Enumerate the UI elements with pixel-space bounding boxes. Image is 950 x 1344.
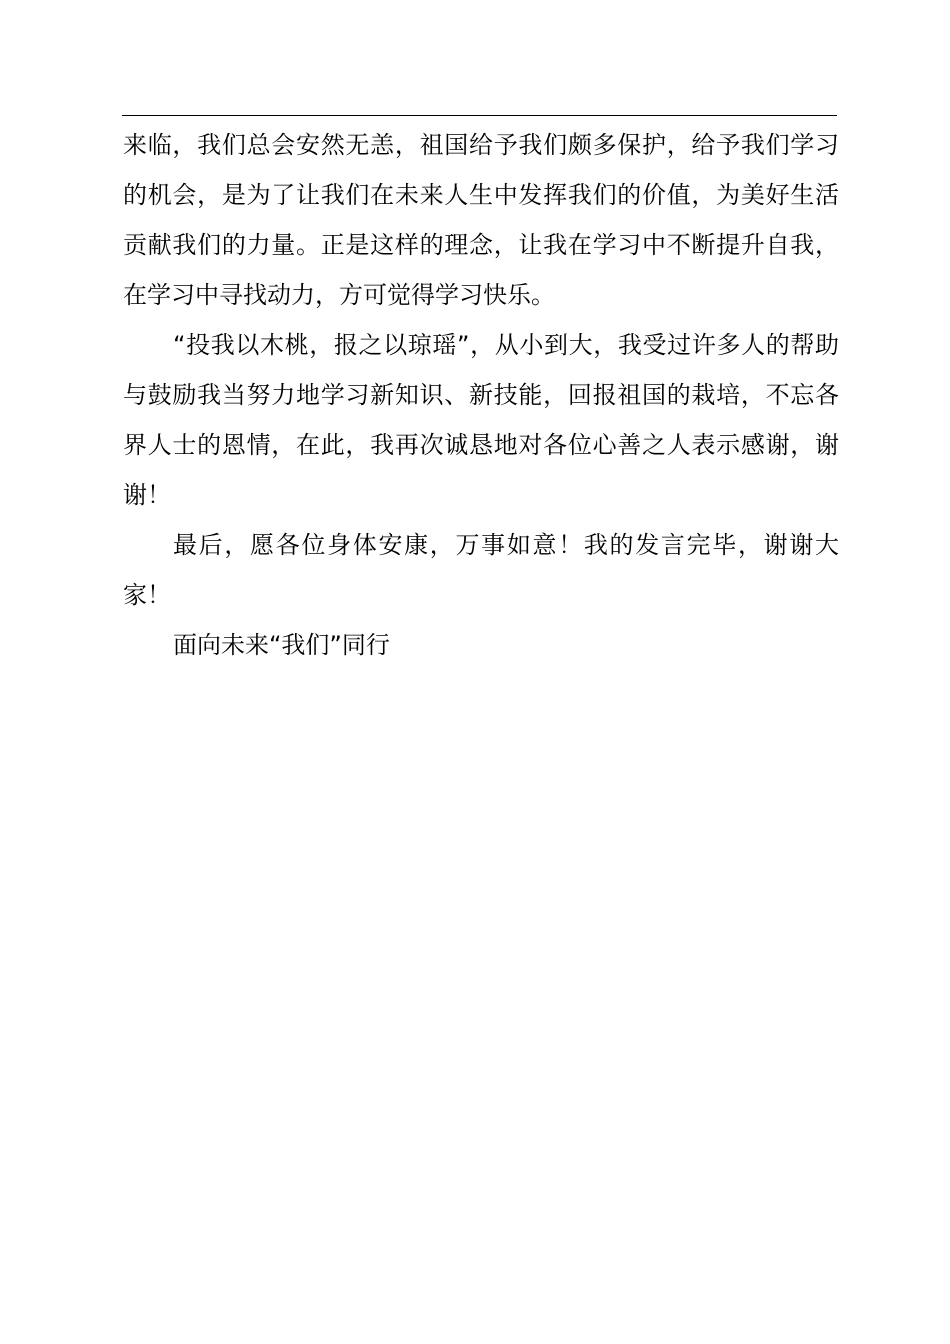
header-rule	[122, 115, 837, 116]
paragraph-next-title: 面向未来“我们”同行	[173, 631, 390, 659]
paragraph-continuation: 来临，我们总会安然无恙，祖国给予我们颇多保护，给予我们学习的机会，是为了让我们在未来人生中发挥我们的价值，为美好生活贡献我们的力量。正是这样的理念，让我在学习中不断提升自我，在学习中寻找动力，方可觉得学习快乐。	[123, 131, 839, 309]
paragraph-gratitude: “投我以木桃，报之以琼瑶”，从小到大，我受过许多人的帮助与鼓励我当努力地学习新知识、新技能，回报祖国的栽培，不忘各界人士的恩情，在此，我再次诚恳地对各位心善之人表示感谢，谢谢！	[123, 331, 839, 509]
paragraph-closing: 最后，愿各位身体安康，万事如意！我的发言完毕，谢谢大家！	[123, 531, 839, 609]
document-body	[123, 120, 839, 670]
